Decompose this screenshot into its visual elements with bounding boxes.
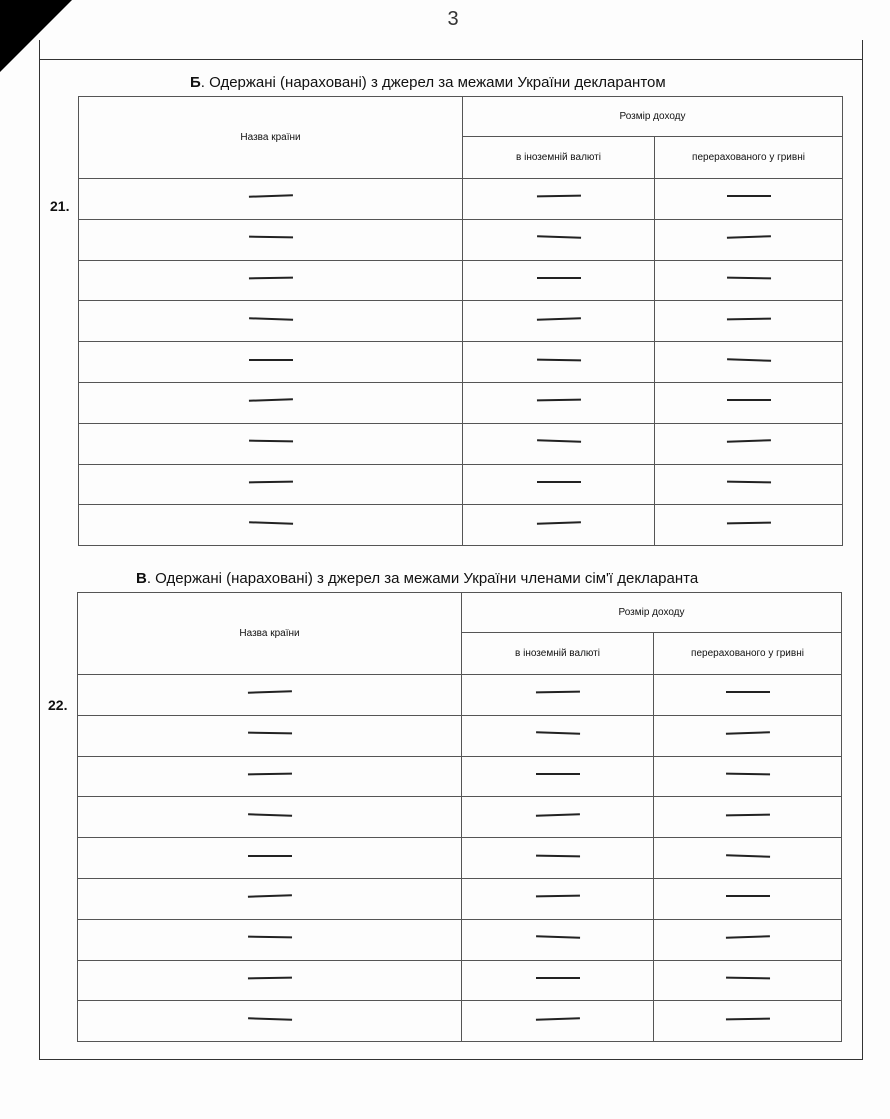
cell-country (78, 960, 462, 1001)
table-row (78, 675, 842, 716)
dash-mark (535, 691, 579, 698)
row-number-22: 22. (48, 697, 68, 713)
table-row (79, 505, 843, 546)
table-row (78, 756, 842, 797)
section-c-title (136, 570, 698, 587)
cell-foreign-currency (463, 342, 655, 383)
dash-mark (248, 521, 292, 529)
header-converted: перерахованого у гривні (654, 633, 842, 675)
cell-country (79, 423, 463, 464)
dash-mark (248, 855, 292, 861)
header-foreign-currency: в іноземній валюті (462, 633, 654, 675)
cell-foreign-currency (462, 756, 654, 797)
header-converted: перерахованого у гривні (655, 137, 843, 179)
section-b-letter: Б (190, 74, 201, 91)
dash-mark (247, 895, 291, 903)
header-income-size: Розмір доходу (462, 593, 842, 633)
table-row (79, 179, 843, 220)
table-body-section-b (79, 179, 843, 546)
dash-mark (726, 235, 770, 243)
section-b-title-text: . Одержані (нараховані) з джерел за межами України декларантом (200, 74, 666, 91)
cell-country (78, 715, 462, 756)
dash-mark (726, 521, 770, 528)
cell-country (79, 219, 463, 260)
dash-mark (247, 977, 291, 984)
cell-foreign-currency (462, 1001, 654, 1042)
header-country: Назва країни (78, 593, 462, 675)
dash-mark (726, 481, 770, 488)
section-c-title-text: . Одержані (нараховані) з джерел за межами України членами сім'ї декларанта (146, 570, 699, 587)
cell-foreign-currency (462, 797, 654, 838)
cell-foreign-currency (463, 464, 655, 505)
table-row (78, 797, 842, 838)
cell-converted (655, 301, 843, 342)
cell-country (79, 260, 463, 301)
dash-mark (536, 358, 580, 365)
table-row (79, 260, 843, 301)
dash-mark (725, 854, 769, 862)
table-row (79, 219, 843, 260)
cell-country (79, 505, 463, 546)
dash-mark (726, 691, 770, 697)
cell-converted (654, 715, 842, 756)
dash-mark (247, 732, 291, 739)
dash-mark (535, 854, 579, 861)
cell-converted (655, 342, 843, 383)
cell-foreign-currency (463, 301, 655, 342)
header-foreign-currency: в іноземній валюті (463, 137, 655, 179)
cell-foreign-currency (463, 505, 655, 546)
cell-converted (654, 838, 842, 879)
dash-mark (248, 236, 292, 243)
dash-mark (247, 691, 291, 699)
dash-mark (535, 935, 579, 943)
section-b-title (190, 74, 666, 91)
dash-mark (535, 731, 579, 739)
table-row (79, 423, 843, 464)
dash-mark (727, 399, 771, 405)
table-section-c (77, 592, 842, 1042)
dash-mark (725, 773, 769, 780)
header-country: Назва країни (79, 97, 463, 179)
table-body-section-c (78, 675, 842, 1042)
table-row (79, 382, 843, 423)
cell-foreign-currency (462, 960, 654, 1001)
cell-converted (654, 960, 842, 1001)
dash-mark (727, 195, 771, 201)
dash-mark (249, 359, 293, 365)
dash-mark (535, 1017, 579, 1025)
dash-mark (536, 317, 580, 325)
dash-mark (726, 358, 770, 366)
dash-mark (247, 936, 291, 943)
cell-country (78, 1001, 462, 1042)
cell-foreign-currency (463, 219, 655, 260)
cell-converted (655, 219, 843, 260)
cell-converted (655, 382, 843, 423)
cell-country (79, 342, 463, 383)
dash-mark (535, 895, 579, 902)
table-row (78, 919, 842, 960)
cell-converted (654, 878, 842, 919)
table-row (79, 464, 843, 505)
cell-converted (655, 505, 843, 546)
cell-foreign-currency (462, 838, 654, 879)
dash-mark (248, 277, 292, 284)
table-row (79, 342, 843, 383)
cell-country (79, 382, 463, 423)
cell-converted (655, 464, 843, 505)
cell-country (79, 179, 463, 220)
dash-mark (725, 935, 769, 943)
cell-foreign-currency (463, 423, 655, 464)
dash-mark (247, 1017, 291, 1025)
dash-mark (726, 277, 770, 284)
dash-mark (725, 977, 769, 984)
cell-foreign-currency (462, 919, 654, 960)
dash-mark (248, 399, 292, 407)
dash-mark (725, 1017, 769, 1024)
cell-country (78, 675, 462, 716)
dash-mark (248, 481, 292, 488)
header-income-size: Розмір доходу (463, 97, 843, 137)
dash-mark (248, 440, 292, 447)
cell-country (79, 301, 463, 342)
cell-country (78, 797, 462, 838)
dash-mark (247, 773, 291, 780)
cell-foreign-currency (462, 878, 654, 919)
cell-country (78, 878, 462, 919)
dash-mark (536, 521, 580, 529)
cell-foreign-currency (462, 675, 654, 716)
cell-converted (655, 260, 843, 301)
dash-mark (725, 813, 769, 820)
cell-foreign-currency (463, 382, 655, 423)
cell-foreign-currency (463, 179, 655, 220)
dash-mark (536, 235, 580, 243)
table-row (78, 960, 842, 1001)
cell-country (78, 838, 462, 879)
dash-mark (536, 977, 580, 983)
table-row (78, 878, 842, 919)
frame-top-rule (39, 59, 863, 60)
dash-mark (725, 731, 769, 739)
cell-foreign-currency (463, 260, 655, 301)
cell-foreign-currency (462, 715, 654, 756)
row-number-21: 21. (50, 198, 70, 214)
table-row (79, 301, 843, 342)
table-row (78, 715, 842, 756)
cell-country (78, 756, 462, 797)
cell-converted (654, 1001, 842, 1042)
dash-mark (248, 317, 292, 325)
dash-mark (536, 439, 580, 447)
dash-mark (726, 317, 770, 324)
dash-mark (726, 895, 770, 901)
cell-country (79, 464, 463, 505)
dash-mark (536, 773, 580, 779)
dash-mark (536, 195, 580, 202)
dash-mark (248, 195, 292, 203)
table-row (78, 838, 842, 879)
cell-converted (655, 423, 843, 464)
dash-mark (537, 277, 581, 283)
cell-converted (655, 179, 843, 220)
table-row (78, 1001, 842, 1042)
table-section-b (78, 96, 843, 546)
cell-converted (654, 675, 842, 716)
cell-country (78, 919, 462, 960)
page-number: 3 (447, 8, 459, 30)
dash-mark (536, 399, 580, 406)
section-c-letter: В (136, 570, 147, 587)
cell-converted (654, 797, 842, 838)
cell-converted (654, 919, 842, 960)
dash-mark (726, 439, 770, 447)
dash-mark (535, 813, 579, 821)
dash-mark (247, 813, 291, 821)
dash-mark (537, 481, 581, 487)
cell-converted (654, 756, 842, 797)
